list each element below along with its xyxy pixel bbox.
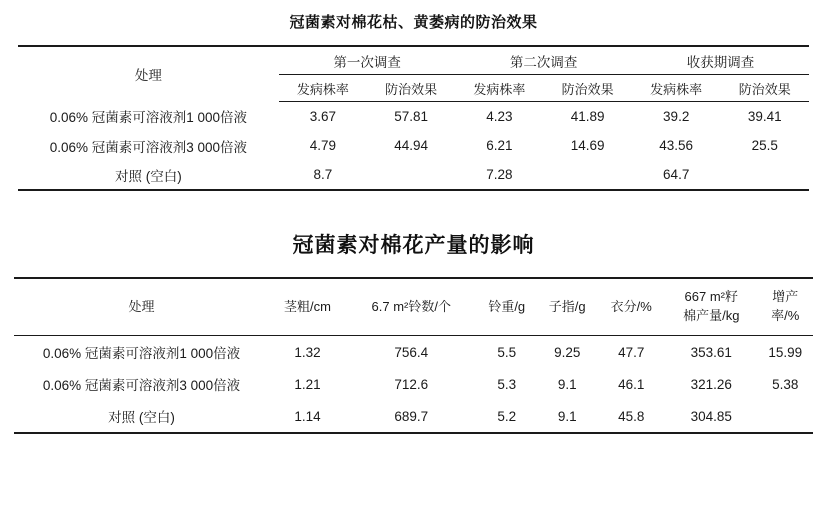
table1-row2-col0: 8.7 — [279, 160, 367, 190]
table1-row2-col1 — [367, 160, 456, 190]
table2-row1-col6: 5.38 — [772, 376, 799, 392]
table2-header-7-line1: 增产 — [772, 289, 799, 305]
table2-header-1-line1: 茎粗/cm — [284, 298, 331, 314]
table1-title: 冠菌素对棉花枯、黄萎病的防治效果 — [289, 14, 538, 31]
table2-header-2-line1: 6.7 m²铃数/个 — [371, 298, 452, 314]
table2-header-6-line1: 667 m²籽 — [684, 289, 738, 305]
table1-sub-header-6: 防治效果 — [720, 75, 809, 102]
table2-row2-col1: 689.7 — [346, 400, 476, 433]
table1-row1-col0: 4.79 — [309, 138, 336, 153]
table1-row1-col5: 25.5 — [751, 138, 778, 153]
table1-row0-treatment: 0.06% 冠菌素可溶液剂1 000倍液 — [49, 110, 248, 126]
table2-row2-col4: 45.8 — [597, 400, 665, 433]
table1-sub-header-4: 防治效果 — [543, 75, 632, 102]
table1-wrapper — [18, 45, 809, 191]
table2-row0-col1: 756.4 — [394, 344, 429, 360]
table2-row0-col0: 1.32 — [294, 344, 321, 360]
table2-title: 冠菌素对棉花产量的影响 — [292, 234, 535, 257]
table-row — [14, 368, 813, 400]
table2 — [14, 277, 813, 434]
table2-row1-col5: 321.26 — [690, 376, 732, 392]
table2-header-0-line1: 处理 — [128, 298, 155, 314]
table2-header-0 — [14, 278, 269, 336]
table2-header-6-line2: 棉产量/kg — [683, 308, 740, 323]
table1-row1-col1: 44.94 — [394, 138, 429, 153]
table-row — [18, 102, 809, 132]
table1-sub-header-3: 发病株率 — [455, 75, 543, 102]
table2-header-3-line1: 铃重/g — [488, 298, 526, 314]
table1-row0-col5: 39.41 — [747, 109, 782, 124]
table1-group-header-3: 收获期调查 — [632, 46, 809, 75]
table2-row1-col4: 46.1 — [618, 376, 645, 392]
table-row — [14, 336, 813, 369]
table1-row0-col3: 41.89 — [570, 109, 605, 124]
table2-row2-col2: 5.2 — [477, 400, 537, 433]
table1-header-treatment: 处理 — [18, 46, 279, 102]
table2-row0-treatment: 0.06% 冠菌素可溶液剂1 000倍液 — [42, 346, 241, 361]
table1-row0-col4: 39.2 — [663, 109, 690, 124]
table1-row2-treatment: 对照 (空白) — [18, 160, 279, 190]
table2-row1-col3: 9.1 — [557, 376, 577, 392]
table2-row1-col0: 1.21 — [294, 376, 321, 392]
table1-row0-col2: 4.23 — [486, 109, 513, 124]
table1-row0-col0: 3.67 — [309, 109, 336, 124]
table2-header-4-line1: 子指/g — [548, 298, 586, 314]
table1-sub-header-1: 发病株率 — [279, 75, 367, 102]
table1-row0-col1: 57.81 — [394, 109, 429, 124]
table1-group-header-2: 第二次调查 — [455, 46, 632, 75]
table2-header-3 — [477, 278, 537, 336]
table1-row2-col5 — [720, 160, 809, 190]
table2-header-4 — [537, 278, 597, 336]
table2-row0-col2: 5.5 — [497, 344, 517, 360]
table1-row1-treatment: 0.06% 冠菌素可溶液剂3 000倍液 — [49, 139, 248, 155]
table2-header-7 — [757, 278, 813, 336]
table2-header-1 — [269, 278, 346, 336]
table2-row0-col5: 353.61 — [690, 344, 732, 360]
table2-wrapper — [14, 277, 813, 434]
table1-row1-col3: 14.69 — [570, 138, 605, 153]
table-row — [14, 400, 813, 433]
table-row — [18, 131, 809, 160]
table2-row2-treatment: 对照 (空白) — [14, 400, 269, 433]
table-row — [18, 160, 809, 190]
table2-row1-col2: 5.3 — [497, 376, 517, 392]
table2-row2-col5: 304.85 — [665, 400, 757, 433]
table2-header-row — [14, 278, 813, 336]
table1-row2-col3 — [543, 160, 632, 190]
table1-sub-header-5: 发病株率 — [632, 75, 721, 102]
table2-row2-col3: 9.1 — [537, 400, 597, 433]
table1-row2-col2: 7.28 — [455, 160, 543, 190]
table2-header-5 — [597, 278, 665, 336]
table1-row1-col4: 43.56 — [659, 138, 694, 153]
table2-row2-col6 — [757, 400, 813, 433]
table2-row1-treatment: 0.06% 冠菌素可溶液剂3 000倍液 — [42, 378, 241, 393]
table1-group-header-1: 第一次调查 — [279, 46, 456, 75]
table1-row1-col2: 6.21 — [486, 138, 513, 153]
table1-sub-header-2: 防治效果 — [367, 75, 456, 102]
table2-header-6 — [665, 278, 757, 336]
table2-row2-col0: 1.14 — [269, 400, 346, 433]
table1 — [18, 45, 809, 191]
table2-row0-col6: 15.99 — [768, 344, 803, 360]
table1-row2-col4: 64.7 — [632, 160, 721, 190]
table2-row1-col1: 712.6 — [394, 376, 429, 392]
table2-header-2 — [346, 278, 476, 336]
table1-group-header-row — [18, 46, 809, 75]
table2-row0-col3: 9.25 — [554, 344, 581, 360]
table2-header-5-line1: 衣分/% — [610, 298, 652, 314]
table2-row0-col4: 47.7 — [618, 344, 645, 360]
table2-header-7-line2: 率/% — [771, 308, 800, 323]
